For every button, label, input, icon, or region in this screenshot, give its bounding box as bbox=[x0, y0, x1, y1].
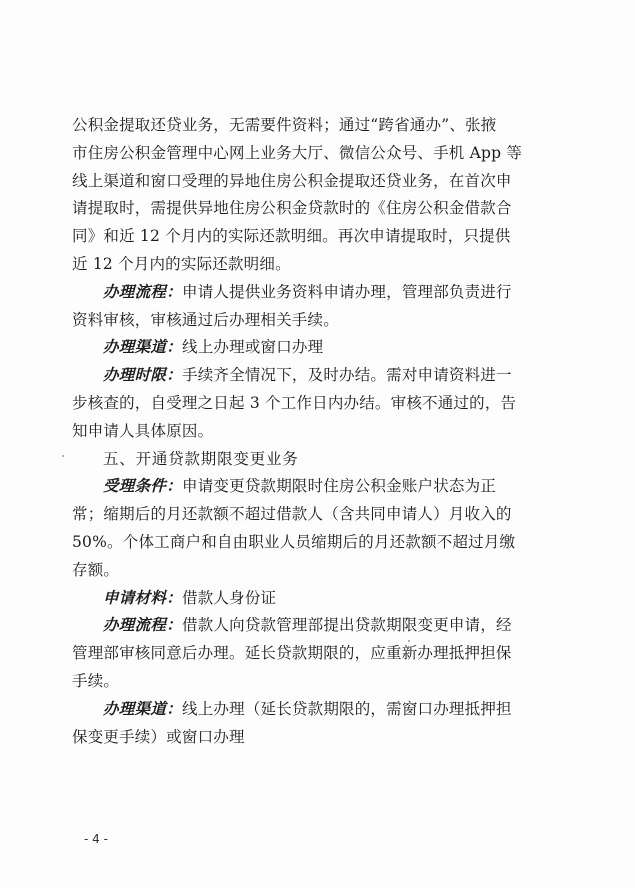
scan-speck bbox=[62, 455, 64, 457]
process-text: 申请人提供业务资料申请办理，管理部负责进行 bbox=[182, 282, 512, 301]
materials-paragraph bbox=[72, 585, 564, 613]
channel-text: 线上办理或窗口办理 bbox=[182, 338, 324, 357]
condition-line: 常；缩期后的月还款额不超过借款人（含共同申请人）月收入的 bbox=[72, 505, 512, 524]
time-text: 手续齐全情况下，及时办结。需对申请资料进一 bbox=[182, 366, 512, 385]
condition-label: 受理条件： bbox=[103, 477, 183, 496]
time-line: 知申请人具体原因。 bbox=[72, 421, 214, 440]
channel-label: 办理渠道： bbox=[103, 338, 183, 357]
process-line: 手续。 bbox=[72, 671, 120, 690]
channel-label: 办理渠道： bbox=[103, 699, 183, 718]
time-line: 步核查的，自受理之日起 3 个工作日内办结。审核不通过的，告 bbox=[72, 393, 517, 412]
condition-text: 申请变更贷款期限时住房公积金账户状态为正 bbox=[182, 477, 497, 496]
document-body bbox=[72, 112, 564, 751]
body-line: 公积金提取还贷业务，无需要件资料；通过“跨省通办”、张掖 bbox=[72, 116, 497, 134]
condition-line: 存额。 bbox=[72, 560, 120, 579]
process-line: 管理部审核同意后办理。延长贷款期限的，应重新办理抵押担保 bbox=[72, 644, 512, 663]
condition-line: 50%。个体工商户和自由职业人员缩期后的月还款额不超过月缴 bbox=[72, 532, 516, 551]
time-paragraph bbox=[72, 362, 564, 390]
materials-label: 申请材料： bbox=[103, 588, 183, 607]
process-label: 办理流程： bbox=[103, 616, 183, 635]
body-line: 请提取时，需提供异地住房公积金贷款时的《住房公积金借款合 bbox=[72, 199, 512, 218]
body-line: 同》和近 12 个月内的实际还款明细。再次申请提取时，只提供 bbox=[72, 227, 511, 246]
scan-speck bbox=[408, 640, 410, 642]
time-label: 办理时限： bbox=[103, 366, 183, 385]
process-text: 借款人向贷款管理部提出贷款期限变更申请，经 bbox=[182, 616, 512, 635]
condition-paragraph bbox=[72, 473, 564, 501]
channel-paragraph-1 bbox=[72, 334, 564, 362]
body-line: 线上渠道和窗口受理的异地住房公积金提取还贷业务，在首次申 bbox=[72, 171, 512, 190]
channel-paragraph-2 bbox=[72, 696, 564, 724]
channel-text: 线上办理（延长贷款期限的，需窗口办理抵押担 bbox=[182, 699, 512, 718]
process-paragraph-2 bbox=[72, 612, 564, 640]
process-line: 资料审核，审核通过后办理相关手续。 bbox=[72, 310, 339, 329]
channel-line: 保变更手续）或窗口办理 bbox=[72, 727, 245, 746]
page-number: - 4 - bbox=[84, 832, 108, 846]
body-line: 市住房公积金管理中心网上业务大厅、微信公众号、手机 App 等 bbox=[72, 143, 523, 162]
process-label: 办理流程： bbox=[103, 282, 183, 301]
process-paragraph-1 bbox=[72, 279, 564, 307]
body-line: 近 12 个月内的实际还款明细。 bbox=[72, 254, 291, 273]
materials-text: 借款人身份证 bbox=[182, 588, 277, 607]
section-heading: 五、开通贷款期限变更业务 bbox=[103, 449, 299, 468]
